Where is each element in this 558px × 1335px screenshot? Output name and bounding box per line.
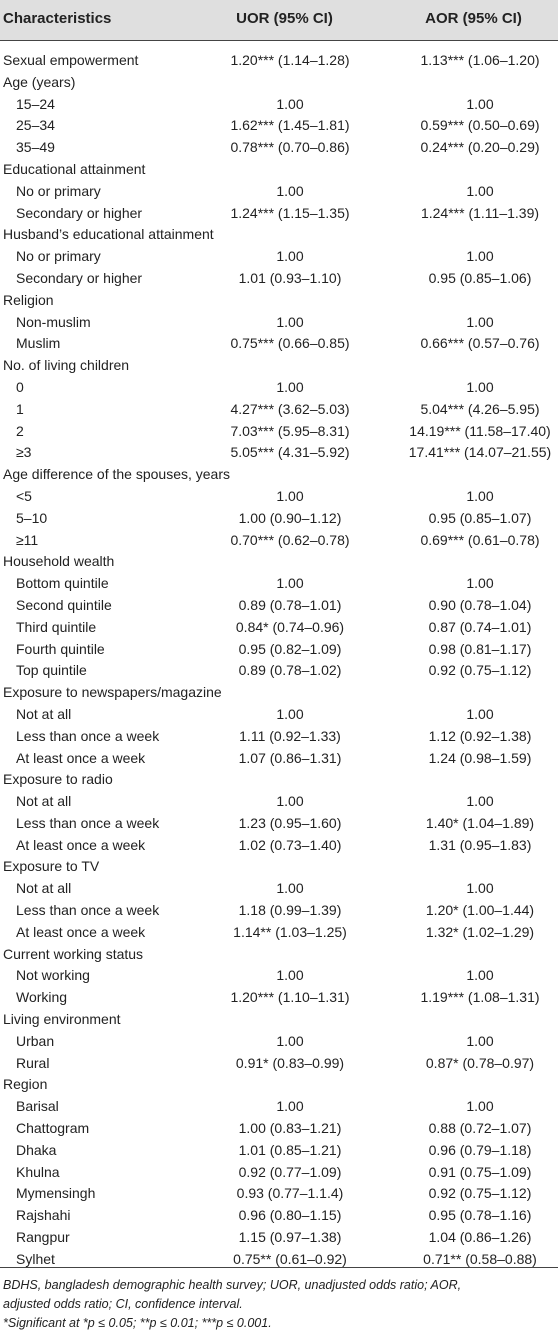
cell-aor: 0.90 (0.78–1.04) bbox=[428, 596, 532, 613]
row-label: Current working status bbox=[3, 945, 144, 962]
cell-aor: 17.41*** (14.07–21.55) bbox=[408, 444, 552, 461]
cell-aor: 0.87 (0.74–1.01) bbox=[428, 618, 532, 635]
table-row bbox=[0, 1140, 558, 1162]
row-label: Less than once a week bbox=[16, 902, 160, 919]
row-label: Working bbox=[16, 989, 68, 1006]
table-row-group-heading bbox=[0, 224, 558, 246]
cell-aor: 1.00 bbox=[466, 378, 494, 395]
cell-uor: 1.20*** (1.14–1.28) bbox=[230, 52, 350, 68]
table-row bbox=[0, 965, 558, 987]
row-label: Third quintile bbox=[16, 618, 97, 635]
cell-aor: 1.00 bbox=[466, 1032, 494, 1049]
table-row bbox=[0, 377, 558, 399]
cell-aor: 1.00 bbox=[466, 487, 494, 504]
row-label: Not at all bbox=[16, 705, 72, 722]
cell-aor: 1.40* (1.04–1.89) bbox=[425, 814, 535, 831]
table-row bbox=[0, 508, 558, 530]
row-label: Exposure to newspapers/magazine bbox=[3, 684, 222, 701]
cell-uor: 1.00 (0.83–1.21) bbox=[238, 1120, 342, 1137]
table-row bbox=[0, 1227, 558, 1249]
row-label: Sexual empowerment bbox=[3, 52, 139, 68]
table-row-group-heading bbox=[0, 1009, 558, 1031]
row-label: At least once a week bbox=[16, 923, 146, 940]
cell-uor: 0.92 (0.77–1.09) bbox=[238, 1163, 342, 1180]
row-label: Bottom quintile bbox=[16, 575, 109, 592]
table-row bbox=[0, 246, 558, 268]
cell-uor: 1.00 bbox=[276, 378, 304, 395]
cell-uor: 1.00 bbox=[276, 705, 304, 722]
cell-uor: 1.00 bbox=[276, 967, 304, 984]
table-row bbox=[0, 835, 558, 857]
row-label: Fourth quintile bbox=[16, 640, 105, 657]
cell-aor: 1.19*** (1.08–1.31) bbox=[420, 989, 540, 1006]
table-row bbox=[0, 704, 558, 726]
table-footnotes bbox=[3, 1276, 555, 1333]
table-row bbox=[0, 399, 558, 421]
row-label: Rangpur bbox=[16, 1229, 70, 1246]
row-label: Less than once a week bbox=[16, 727, 160, 744]
cell-uor: 1.18 (0.99–1.39) bbox=[238, 902, 342, 919]
table-row-group-heading bbox=[0, 159, 558, 181]
cell-uor: 1.07 (0.86–1.31) bbox=[238, 749, 342, 766]
cell-aor: 0.98 (0.81–1.17) bbox=[428, 640, 532, 657]
cell-aor: 14.19*** (11.58–17.40) bbox=[409, 422, 551, 439]
row-label: Muslim bbox=[16, 335, 61, 352]
cell-uor: 1.00 bbox=[276, 248, 304, 265]
row-label: Non-muslim bbox=[16, 313, 91, 330]
row-label: Not at all bbox=[16, 793, 72, 810]
cell-aor: 1.00 bbox=[466, 95, 494, 112]
table-row bbox=[0, 486, 558, 508]
table-row bbox=[0, 813, 558, 835]
row-label: Chattogram bbox=[16, 1120, 90, 1137]
table-row-group-heading bbox=[0, 355, 558, 377]
table-row bbox=[0, 1162, 558, 1184]
table-row-group-heading bbox=[0, 682, 558, 704]
cell-uor: 1.00 bbox=[276, 313, 304, 330]
cell-aor: 1.00 bbox=[466, 880, 494, 897]
table-row bbox=[0, 922, 558, 944]
table-row bbox=[0, 94, 558, 116]
row-label: 35–49 bbox=[16, 139, 55, 156]
cell-uor: 0.89 (0.78–1.01) bbox=[238, 596, 342, 613]
table-row-group-heading bbox=[0, 856, 558, 878]
row-label: No or primary bbox=[16, 182, 101, 199]
table-row bbox=[0, 1205, 558, 1227]
cell-uor: 1.14** (1.03–1.25) bbox=[233, 923, 347, 940]
cell-aor: 1.04 (0.86–1.26) bbox=[428, 1229, 532, 1246]
table-bottom-rule bbox=[0, 1267, 558, 1268]
table-row bbox=[0, 791, 558, 813]
cell-uor: 0.70*** (0.62–0.78) bbox=[230, 531, 350, 548]
cell-aor: 0.92 (0.75–1.12) bbox=[428, 662, 532, 679]
cell-aor: 0.69*** (0.61–0.78) bbox=[420, 531, 540, 548]
column-header-aor: AOR (95% CI) bbox=[425, 10, 522, 27]
cell-aor: 0.24*** (0.20–0.29) bbox=[420, 139, 540, 156]
cell-uor: 1.00 bbox=[276, 95, 304, 112]
row-label: Age (years) bbox=[3, 73, 76, 90]
footnote-significance: *Significant at *p ≤ 0.05; **p ≤ 0.01; ***p ≤ 0.001. bbox=[3, 1316, 272, 1330]
table-row bbox=[0, 573, 558, 595]
cell-uor: 1.00 bbox=[276, 1032, 304, 1049]
cell-uor: 0.93 (0.77–1.1.4) bbox=[236, 1185, 344, 1202]
table-row bbox=[0, 726, 558, 748]
table-row bbox=[0, 900, 558, 922]
cell-uor: 1.00 bbox=[276, 880, 304, 897]
cell-aor: 0.91 (0.75–1.09) bbox=[428, 1163, 532, 1180]
cell-uor: 1.00 bbox=[276, 793, 304, 810]
row-label: 1 bbox=[16, 400, 24, 417]
cell-uor: 1.00 bbox=[276, 575, 304, 592]
table-row-group-heading bbox=[0, 551, 558, 573]
cell-uor: 1.00 (0.90–1.12) bbox=[238, 509, 342, 526]
cell-aor: 0.66*** (0.57–0.76) bbox=[420, 335, 540, 352]
row-label: Age difference of the spouses, years bbox=[3, 466, 230, 483]
cell-uor: 1.00 bbox=[276, 182, 304, 199]
cell-uor: 0.84* (0.74–0.96) bbox=[235, 618, 345, 635]
table-row bbox=[0, 1118, 558, 1140]
table-row bbox=[0, 137, 558, 159]
row-label: Secondary or higher bbox=[16, 269, 143, 286]
cell-uor: 0.91* (0.83–0.99) bbox=[235, 1054, 345, 1071]
row-label: At least once a week bbox=[16, 749, 146, 766]
row-label: Husband’s educational attainment bbox=[3, 226, 214, 243]
table-row bbox=[0, 181, 558, 203]
cell-aor: 1.24*** (1.11–1.39) bbox=[420, 204, 540, 221]
row-label: 0 bbox=[16, 378, 24, 395]
row-label: Secondary or higher bbox=[16, 204, 143, 221]
row-label: ≥3 bbox=[16, 444, 32, 461]
cell-aor: 0.87* (0.78–0.97) bbox=[425, 1054, 535, 1071]
cell-uor: 1.01 (0.85–1.21) bbox=[238, 1141, 342, 1158]
cell-aor: 0.95 (0.78–1.16) bbox=[428, 1207, 532, 1224]
cell-aor: 0.71** (0.58–0.88) bbox=[423, 1250, 537, 1267]
cell-aor: 1.00 bbox=[466, 182, 494, 199]
row-label: <5 bbox=[16, 487, 32, 504]
row-label: Barisal bbox=[16, 1098, 59, 1115]
table-row bbox=[0, 268, 558, 290]
table-row bbox=[0, 442, 558, 464]
cell-aor: 1.00 bbox=[466, 313, 494, 330]
cell-uor: 4.27*** (3.62–5.03) bbox=[230, 400, 350, 417]
table-row bbox=[0, 1053, 558, 1075]
cell-aor: 0.88 (0.72–1.07) bbox=[428, 1120, 532, 1137]
row-label: Not working bbox=[16, 967, 90, 984]
cell-uor: 1.23 (0.95–1.60) bbox=[238, 814, 342, 831]
cell-aor: 1.00 bbox=[466, 248, 494, 265]
table-row bbox=[0, 595, 558, 617]
table-row-group-heading bbox=[0, 769, 558, 791]
cell-aor: 1.31 (0.95–1.83) bbox=[428, 836, 532, 853]
row-label: 5–10 bbox=[16, 509, 48, 526]
cell-uor: 0.95 (0.82–1.09) bbox=[238, 640, 342, 657]
row-label: Exposure to TV bbox=[3, 858, 100, 875]
cell-aor: 1.20* (1.00–1.44) bbox=[425, 902, 535, 919]
table-row bbox=[0, 748, 558, 770]
cell-uor: 1.11 (0.92–1.33) bbox=[239, 727, 341, 744]
cell-uor: 0.96 (0.80–1.15) bbox=[238, 1207, 342, 1224]
table-row bbox=[0, 312, 558, 334]
table-row bbox=[0, 617, 558, 639]
row-label: Khulna bbox=[16, 1163, 60, 1180]
table-row-group-heading bbox=[0, 944, 558, 966]
row-label: Dhaka bbox=[16, 1141, 57, 1158]
header-rule bbox=[0, 40, 558, 41]
table-row-group-heading bbox=[0, 50, 558, 72]
cell-uor: 1.01 (0.93–1.10) bbox=[238, 269, 342, 286]
row-label: At least once a week bbox=[16, 836, 146, 853]
cell-uor: 1.24*** (1.15–1.35) bbox=[230, 204, 350, 221]
cell-uor: 1.00 bbox=[276, 1098, 304, 1115]
cell-aor: 1.12 (0.92–1.38) bbox=[428, 727, 532, 744]
cell-uor: 1.02 (0.73–1.40) bbox=[238, 836, 342, 853]
row-label: Not at all bbox=[16, 880, 72, 897]
row-label: Mymensingh bbox=[16, 1185, 96, 1202]
cell-aor: 1.00 bbox=[466, 575, 494, 592]
cell-aor: 0.95 (0.85–1.06) bbox=[428, 269, 532, 286]
row-label: Rural bbox=[16, 1054, 50, 1071]
cell-aor: 1.24 (0.98–1.59) bbox=[428, 749, 532, 766]
cell-uor: 0.75*** (0.66–0.85) bbox=[230, 335, 350, 352]
row-label: Top quintile bbox=[16, 662, 87, 679]
row-label: Less than once a week bbox=[16, 814, 160, 831]
row-label: Religion bbox=[3, 291, 54, 308]
cell-aor: 1.00 bbox=[466, 793, 494, 810]
column-header-uor: UOR (95% CI) bbox=[236, 10, 333, 27]
table-row bbox=[0, 639, 558, 661]
row-label: ≥11 bbox=[16, 531, 39, 548]
cell-aor: 0.95 (0.85–1.07) bbox=[428, 509, 532, 526]
table-body bbox=[0, 50, 558, 1271]
table-row bbox=[0, 203, 558, 225]
cell-aor: 0.59*** (0.50–0.69) bbox=[420, 117, 540, 134]
cell-aor: 0.92 (0.75–1.12) bbox=[428, 1185, 532, 1202]
row-label: No or primary bbox=[16, 248, 101, 265]
row-label: Living environment bbox=[3, 1011, 121, 1028]
cell-uor: 0.78*** (0.70–0.86) bbox=[230, 139, 350, 156]
table-row-group-heading bbox=[0, 290, 558, 312]
cell-uor: 7.03*** (5.95–8.31) bbox=[230, 422, 350, 439]
row-label: Educational attainment bbox=[3, 160, 146, 177]
row-label: Sylhet bbox=[16, 1250, 55, 1267]
footnote-abbreviations: BDHS, bangladesh demographic health survey; UOR, unadjusted odds ratio; AOR, bbox=[3, 1278, 462, 1292]
cell-aor: 0.96 (0.79–1.18) bbox=[428, 1141, 532, 1158]
cell-aor: 1.00 bbox=[466, 705, 494, 722]
row-label: No. of living children bbox=[3, 357, 130, 374]
table-row-group-heading bbox=[0, 464, 558, 486]
footnote-abbreviations-cont: adjusted odds ratio; CI, confidence interval. bbox=[3, 1297, 243, 1311]
table-row bbox=[0, 1031, 558, 1053]
cell-uor: 1.00 bbox=[276, 487, 304, 504]
cell-aor: 5.04*** (4.26–5.95) bbox=[420, 400, 540, 417]
row-label: 15–24 bbox=[16, 95, 55, 112]
column-header-characteristics: Characteristics bbox=[3, 10, 112, 27]
row-label: Region bbox=[3, 1076, 48, 1093]
table-row bbox=[0, 333, 558, 355]
row-label: 2 bbox=[16, 422, 24, 439]
table-row bbox=[0, 115, 558, 137]
table-row bbox=[0, 660, 558, 682]
table-row bbox=[0, 530, 558, 552]
table-row bbox=[0, 987, 558, 1009]
table-row-group-heading bbox=[0, 1074, 558, 1096]
cell-aor: 1.32* (1.02–1.29) bbox=[425, 923, 535, 940]
row-label: Urban bbox=[16, 1032, 55, 1049]
table-header bbox=[0, 0, 558, 40]
cell-aor: 1.00 bbox=[466, 1098, 494, 1115]
cell-uor: 1.20*** (1.10–1.31) bbox=[230, 989, 350, 1006]
cell-uor: 0.89 (0.78–1.02) bbox=[238, 662, 342, 679]
cell-uor: 1.62*** (1.45–1.81) bbox=[230, 117, 350, 134]
row-label: 25–34 bbox=[16, 117, 55, 134]
cell-uor: 5.05*** (4.31–5.92) bbox=[230, 444, 350, 461]
table-row bbox=[0, 1183, 558, 1205]
table-row bbox=[0, 1096, 558, 1118]
table-row-group-heading bbox=[0, 72, 558, 94]
cell-uor: 0.75** (0.61–0.92) bbox=[233, 1250, 347, 1267]
cell-aor: 1.13*** (1.06–1.20) bbox=[420, 52, 540, 68]
cell-uor: 1.15 (0.97–1.38) bbox=[238, 1229, 342, 1246]
row-label: Exposure to radio bbox=[3, 771, 113, 788]
row-label: Rajshahi bbox=[16, 1207, 71, 1224]
cell-aor: 1.00 bbox=[466, 967, 494, 984]
table-row bbox=[0, 421, 558, 443]
row-label: Household wealth bbox=[3, 553, 115, 570]
row-label: Second quintile bbox=[16, 596, 112, 613]
table-row bbox=[0, 878, 558, 900]
